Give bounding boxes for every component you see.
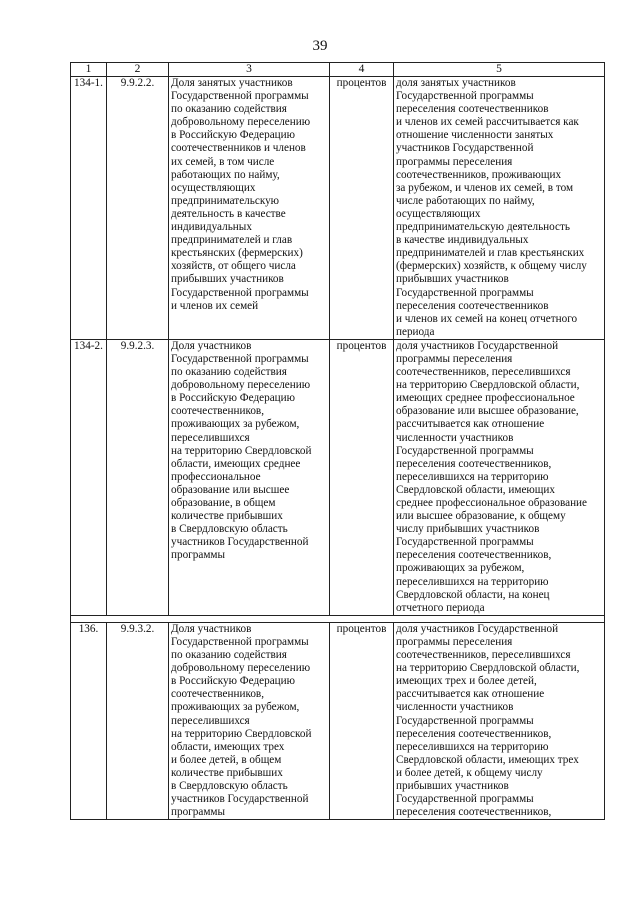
calculation-method bbox=[394, 77, 605, 340]
column-header-1: 1 bbox=[71, 63, 107, 77]
indicator-name-line: программы bbox=[171, 549, 225, 562]
page-number: 39 bbox=[312, 38, 328, 54]
calculation-method-line: Государственной программы bbox=[396, 714, 534, 727]
calculation-method-line: программы переселения bbox=[396, 352, 513, 365]
indicator-name-line: проживающих за рубежом, bbox=[171, 701, 300, 714]
indicator-name-line: участников Государственной bbox=[171, 793, 309, 806]
indicator-name-line: предпринимателей и глав bbox=[171, 234, 293, 247]
indicator-name-line: участников Государственной bbox=[171, 536, 309, 549]
indicator-name-line: добровольному переселению bbox=[171, 116, 311, 129]
table-header-row bbox=[71, 63, 605, 77]
calculation-method-line: численности участников bbox=[396, 431, 514, 444]
indicator-code: 9.9.3.2. bbox=[107, 622, 169, 819]
indicator-name-line: количестве прибывших bbox=[171, 510, 283, 523]
indicator-name-line: добровольному переселению bbox=[171, 662, 311, 675]
calculation-method bbox=[394, 622, 605, 819]
indicator-name-line: в Свердловскую область bbox=[171, 779, 288, 792]
indicator-name-line: крестьянских (фермерских) bbox=[171, 247, 303, 260]
indicator-name-line: соотечественников, bbox=[171, 688, 264, 701]
indicator-code: 9.9.2.3. bbox=[107, 339, 169, 615]
indicator-name-line: проживающих за рубежом, bbox=[171, 418, 300, 431]
indicator-name-line: на территорию Свердловской bbox=[171, 444, 312, 457]
indicator-name-line: индивидуальных bbox=[171, 221, 252, 234]
calculation-method-line: доля занятых участников bbox=[396, 77, 516, 89]
calculation-method-line: на территорию Свердловской области, bbox=[396, 662, 580, 675]
indicator-name-line: Государственной программы bbox=[171, 90, 309, 103]
calculation-method-line: имеющих трех и более детей, bbox=[396, 675, 537, 688]
calculation-method-line: отношение численности занятых bbox=[396, 129, 554, 142]
table-row bbox=[71, 77, 605, 340]
calculation-method-line: на территорию Свердловской области, bbox=[396, 379, 580, 392]
calculation-method-line: соотечественников, переселившихся bbox=[396, 366, 571, 379]
calculation-method-line: за рубежом, и членов их семей, в том bbox=[396, 181, 574, 194]
calculation-method-line: соотечественников, переселившихся bbox=[396, 649, 571, 662]
calculation-method-line: Государственной программы bbox=[396, 793, 534, 806]
indicator-name-line: Государственной программы bbox=[171, 352, 309, 365]
calculation-method-line: образование или высшее образование, bbox=[396, 405, 579, 418]
indicator-name-line: области, имеющих трех bbox=[171, 740, 285, 753]
indicator-name-line: деятельность в качестве bbox=[171, 207, 286, 220]
column-header-3: 3 bbox=[169, 63, 330, 77]
indicator-name-line: Доля участников bbox=[171, 622, 252, 635]
calculation-method-line: Государственной программы bbox=[396, 90, 534, 103]
calculation-method-line: переселившихся на территорию bbox=[396, 740, 549, 753]
indicator-name-line: переселившихся bbox=[171, 431, 250, 444]
indicator-name-line: на территорию Свердловской bbox=[171, 727, 312, 740]
calculation-method-line: предпринимателей и глав крестьянских bbox=[396, 247, 585, 260]
calculation-method-line: соотечественников, проживающих bbox=[396, 168, 562, 181]
calculation-method-line: доля участников Государственной bbox=[396, 622, 559, 635]
calculation-method-line: (фермерских) хозяйств, к общему числу bbox=[396, 260, 587, 273]
indicator-name-line: Государственной программы bbox=[171, 635, 309, 648]
calculation-method-line: Свердловской области, имеющих bbox=[396, 483, 555, 496]
calculation-method-line: и членов их семей на конец отчетного bbox=[396, 312, 578, 325]
indicator-name-line: Доля участников bbox=[171, 339, 252, 352]
indicator-name-line: по оказанию содействия bbox=[171, 649, 287, 662]
column-header-4: 4 bbox=[330, 63, 394, 77]
row-number: 136. bbox=[71, 622, 107, 819]
indicator-name-line: переселившихся bbox=[171, 714, 250, 727]
calculation-method-line: Государственной программы bbox=[396, 536, 534, 549]
calculation-method-line: среднее профессиональное образование bbox=[396, 497, 588, 509]
indicator-name-line: программы bbox=[171, 806, 225, 819]
calculation-method-line: переселения соотечественников bbox=[396, 103, 549, 116]
indicator-name-line: соотечественников и членов bbox=[171, 142, 306, 155]
indicator-name bbox=[169, 77, 330, 340]
table-body bbox=[71, 77, 605, 820]
indicator-name-line: осуществляющих bbox=[171, 181, 256, 194]
unit-of-measure: процентов bbox=[330, 622, 394, 819]
unit-of-measure: процентов bbox=[330, 77, 394, 340]
calculation-method-line: периода bbox=[396, 325, 435, 338]
calculation-method-line: переселения соотечественников bbox=[396, 299, 549, 312]
indicator-name-line: и членов их семей bbox=[171, 299, 259, 312]
column-header-5: 5 bbox=[394, 63, 605, 77]
indicator-name-line: предпринимательскую bbox=[171, 194, 280, 207]
indicator-name-line: образование, в общем bbox=[171, 497, 276, 509]
row-number: 134-1. bbox=[71, 77, 107, 340]
calculation-method-line: переселения соотечественников, bbox=[396, 806, 552, 819]
calculation-method-line: имеющих среднее профессиональное bbox=[396, 392, 575, 405]
calculation-method-line: участников Государственной bbox=[396, 142, 534, 155]
indicator-name bbox=[169, 339, 330, 615]
calculation-method-line: переселения соотечественников, bbox=[396, 549, 552, 562]
indicator-name-line: области, имеющих среднее bbox=[171, 457, 301, 470]
calculation-method-line: рассчитывается как отношение bbox=[396, 418, 545, 431]
calculation-method-line: прибывших участников bbox=[396, 273, 509, 286]
indicator-name-line: работающих по найму, bbox=[171, 168, 280, 181]
calculation-method-line: программы переселения bbox=[396, 635, 513, 648]
calculation-method-line: переселившихся на территорию bbox=[396, 470, 549, 483]
calculation-method-line: численности участников bbox=[396, 701, 514, 714]
calculation-method-line: переселения соотечественников, bbox=[396, 727, 552, 740]
calculation-method-line: переселения соотечественников, bbox=[396, 457, 552, 470]
calculation-method-line: отчетного периода bbox=[396, 601, 485, 614]
indicator-name-line: соотечественников, bbox=[171, 405, 264, 418]
indicator-name-line: в Российскую Федерацию bbox=[171, 675, 295, 688]
calculation-method-line: рассчитывается как отношение bbox=[396, 688, 545, 701]
indicator-name-line: в Свердловскую область bbox=[171, 523, 288, 536]
calculation-method-line: в качестве индивидуальных bbox=[396, 234, 529, 247]
indicator-name-line: и более детей, в общем bbox=[171, 753, 282, 766]
indicators-table bbox=[70, 62, 605, 820]
indicator-name-line: в Российскую Федерацию bbox=[171, 129, 295, 142]
calculation-method-line: Свердловской области, имеющих трех bbox=[396, 753, 579, 766]
calculation-method-line: числу прибывших участников bbox=[396, 523, 540, 536]
indicator-name-line: добровольному переселению bbox=[171, 379, 311, 392]
indicator-name-line: прибывших участников bbox=[171, 273, 284, 286]
calculation-method-line: и более детей, к общему числу bbox=[396, 766, 543, 779]
indicator-name-line: профессиональное bbox=[171, 470, 261, 483]
indicator-name-line: хозяйств, от общего числа bbox=[171, 260, 296, 273]
calculation-method-line: доля участников Государственной bbox=[396, 339, 559, 352]
calculation-method-line: Государственной программы bbox=[396, 444, 534, 457]
calculation-method-line: программы переселения bbox=[396, 155, 513, 168]
table-gap-row bbox=[71, 615, 605, 622]
indicator-name-line: количестве прибывших bbox=[171, 766, 283, 779]
calculation-method-line: прибывших участников bbox=[396, 779, 509, 792]
indicator-name-line: по оказанию содействия bbox=[171, 103, 287, 116]
indicator-code: 9.9.2.2. bbox=[107, 77, 169, 340]
calculation-method-line: предпринимательскую деятельность bbox=[396, 221, 571, 234]
calculation-method-line: или высшее образование, к общему bbox=[396, 510, 566, 523]
calculation-method-line: переселившихся на территорию bbox=[396, 575, 549, 588]
calculation-method-line: Государственной программы bbox=[396, 286, 534, 299]
calculation-method-line: числе работающих по найму, bbox=[396, 194, 535, 207]
calculation-method-line: и членов их семей рассчитывается как bbox=[396, 116, 579, 129]
calculation-method-line: осуществляющих bbox=[396, 207, 481, 220]
table-row bbox=[71, 339, 605, 615]
indicator-name-line: образование или высшее bbox=[171, 483, 290, 496]
indicator-name-line: их семей, в том числе bbox=[171, 155, 275, 168]
indicator-name-line: в Российскую Федерацию bbox=[171, 392, 295, 405]
unit-of-measure: процентов bbox=[330, 339, 394, 615]
row-number: 134-2. bbox=[71, 339, 107, 615]
calculation-method-line: проживающих за рубежом, bbox=[396, 562, 525, 575]
indicator-name-line: Доля занятых участников bbox=[171, 77, 293, 89]
calculation-method-line: Свердловской области, на конец bbox=[396, 588, 550, 601]
indicator-name-line: по оказанию содействия bbox=[171, 366, 287, 379]
indicator-name bbox=[169, 622, 330, 819]
indicator-name-line: Государственной программы bbox=[171, 286, 309, 299]
table-row bbox=[71, 622, 605, 819]
column-header-2: 2 bbox=[107, 63, 169, 77]
calculation-method bbox=[394, 339, 605, 615]
